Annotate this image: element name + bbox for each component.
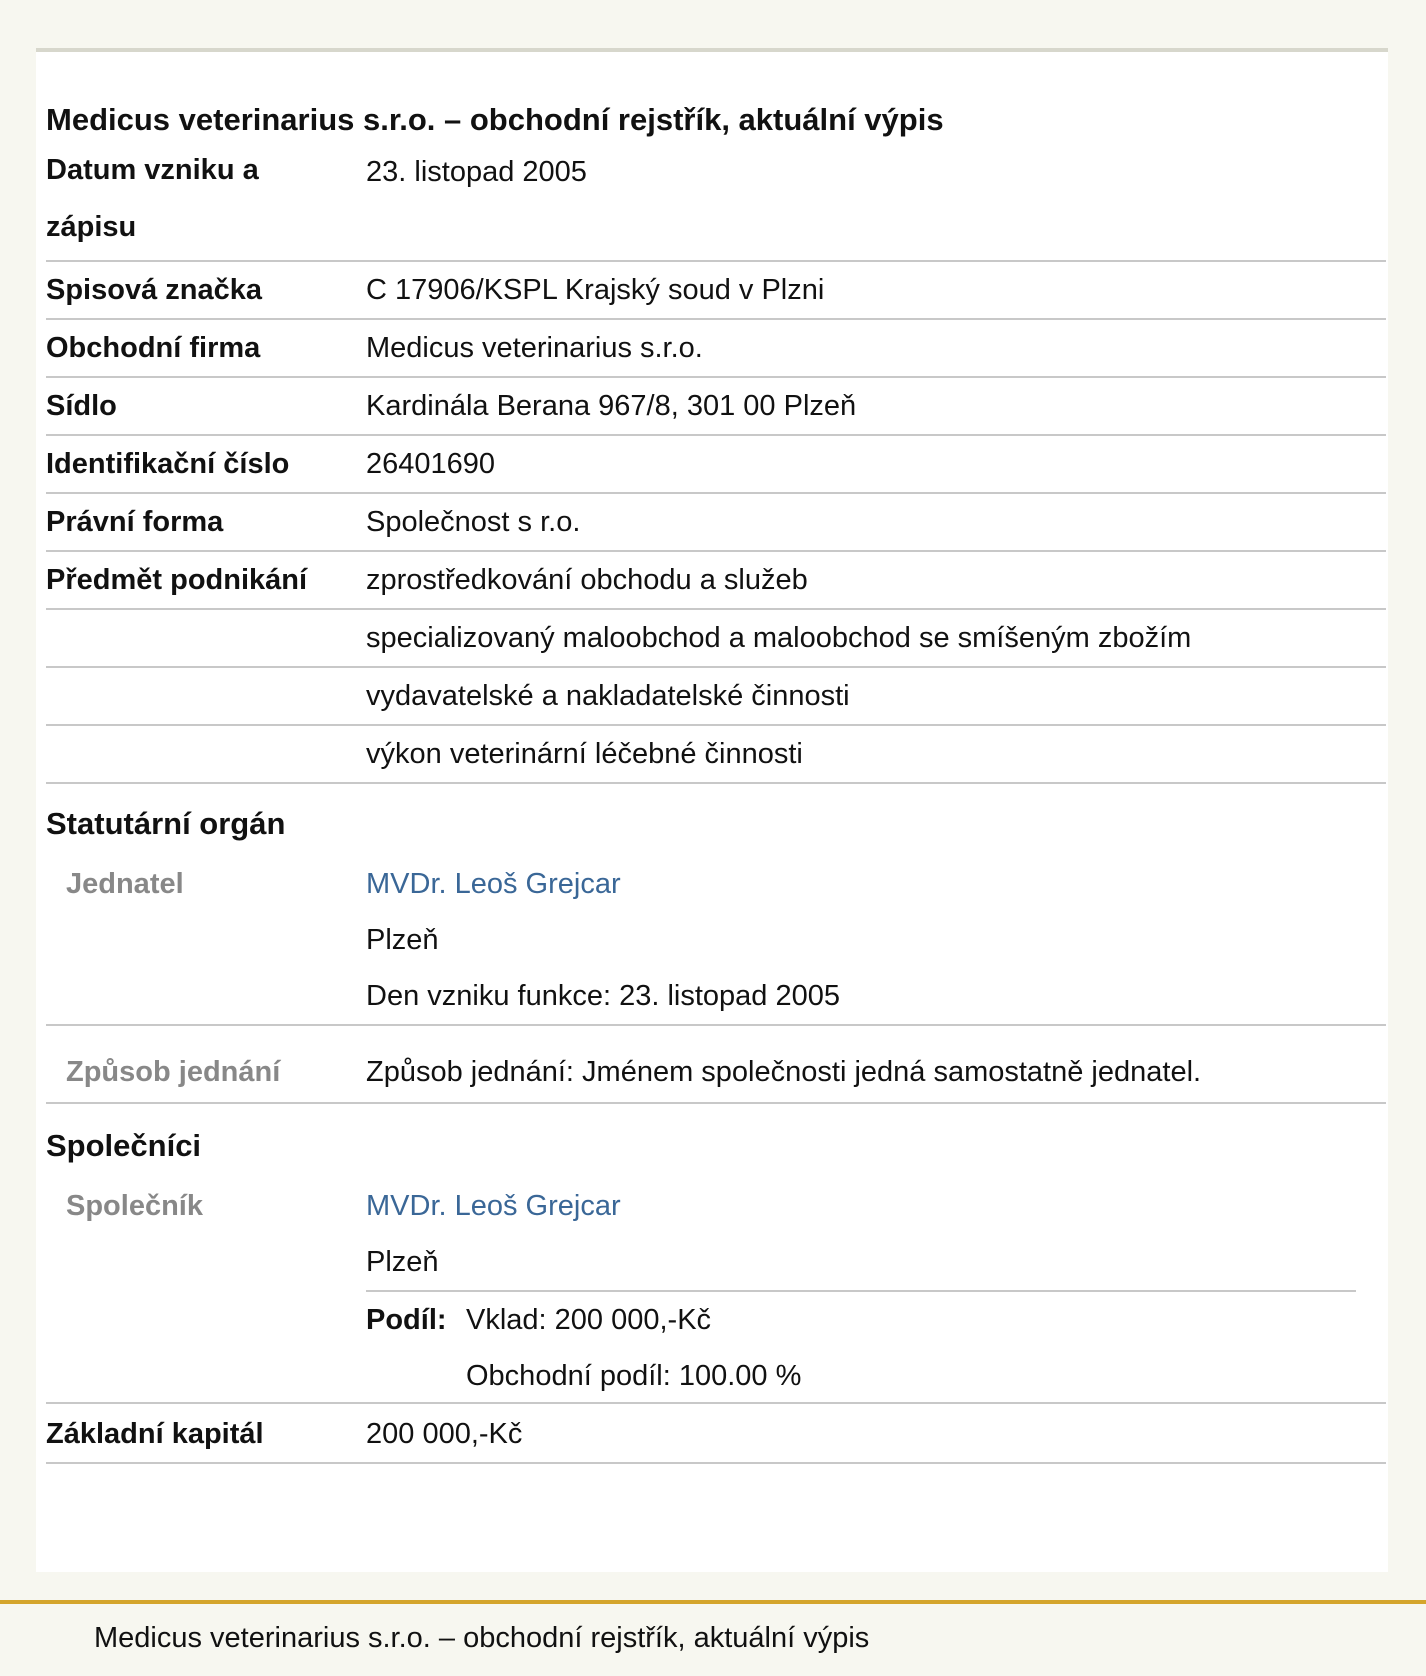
- label-ico: Identifikační číslo: [46, 448, 290, 480]
- label-sidlo: Sídlo: [46, 390, 117, 422]
- value-predmet-3: vydavatelské a nakladatelské činnosti: [366, 680, 850, 712]
- label-jednatel: Jednatel: [66, 868, 184, 900]
- label-firma: Obchodní firma: [46, 332, 261, 364]
- podil-label: Podíl:: [366, 1304, 447, 1336]
- page-title: Medicus veterinarius s.r.o. – obchodní rejstřík, aktuální výpis: [46, 102, 944, 137]
- row-kapital: [46, 1404, 1386, 1464]
- value-ico: 26401690: [366, 448, 496, 480]
- row-firma: [46, 318, 1386, 378]
- page-footer: [0, 1600, 1426, 1676]
- row-spisova: [46, 260, 1386, 320]
- row-predmet-1: [46, 550, 1386, 610]
- label-kapital: Základní kapitál: [46, 1418, 264, 1450]
- label-spisova: Spisová značka: [46, 274, 262, 306]
- row-jednatel: [46, 854, 1386, 1026]
- row-predmet-2: [46, 608, 1386, 668]
- label-zpusob: Způsob jednání: [66, 1056, 281, 1088]
- jednatel-name-link[interactable]: MVDr. Leoš Grejcar: [366, 868, 621, 900]
- row-spolecnik: [46, 1176, 1386, 1404]
- jednatel-since: Den vzniku funkce: 23. listopad 2005: [366, 980, 840, 1012]
- row-sidlo: [46, 376, 1386, 436]
- value-zpusob: Způsob jednání: Jménem společnosti jedná samostatně jednatel.: [366, 1056, 1202, 1088]
- value-kapital: 200 000,-Kč: [366, 1418, 523, 1450]
- section-spolecnici: Společníci: [46, 1128, 202, 1163]
- label-datum: Datum vzniku a zápisu: [46, 154, 259, 243]
- value-forma: Společnost s r.o.: [366, 506, 581, 538]
- label-forma: Právní forma: [46, 506, 224, 538]
- row-predmet-3: [46, 666, 1386, 726]
- spolecnik-name-link[interactable]: MVDr. Leoš Grejcar: [366, 1190, 621, 1222]
- value-predmet-4: výkon veterinární léčebné činnosti: [366, 738, 803, 770]
- footer-title: Medicus veterinarius s.r.o. – obchodní rejstřík, aktuální výpis: [94, 1622, 870, 1654]
- register-card: [36, 48, 1388, 1572]
- row-forma: [46, 492, 1386, 552]
- value-firma: Medicus veterinarius s.r.o.: [366, 332, 703, 364]
- label-spolecnik: Společník: [66, 1190, 203, 1222]
- podil-vklad: Vklad: 200 000,-Kč: [466, 1304, 712, 1336]
- value-predmet-1: zprostředkování obchodu a služeb: [366, 564, 808, 596]
- row-predmet-4: [46, 724, 1386, 784]
- value-sidlo: Kardinála Berana 967/8, 301 00 Plzeň: [366, 390, 857, 422]
- podil-obchodni: Obchodní podíl: 100.00 %: [466, 1360, 802, 1392]
- row-ico: [46, 434, 1386, 494]
- row-zpusob: [46, 1026, 1386, 1104]
- value-spisova: C 17906/KSPL Krajský soud v Plzni: [366, 274, 825, 306]
- value-predmet-2: specializovaný maloobchod a maloobchod se smíšeným zbožím: [366, 622, 1192, 654]
- label-predmet: Předmět podnikání: [46, 564, 308, 596]
- row-datum: [46, 142, 1386, 262]
- section-statutarni: Statutární orgán: [46, 806, 286, 841]
- spolecnik-city: Plzeň: [366, 1246, 439, 1278]
- value-datum: 23. listopad 2005: [366, 156, 587, 188]
- jednatel-city: Plzeň: [366, 924, 439, 956]
